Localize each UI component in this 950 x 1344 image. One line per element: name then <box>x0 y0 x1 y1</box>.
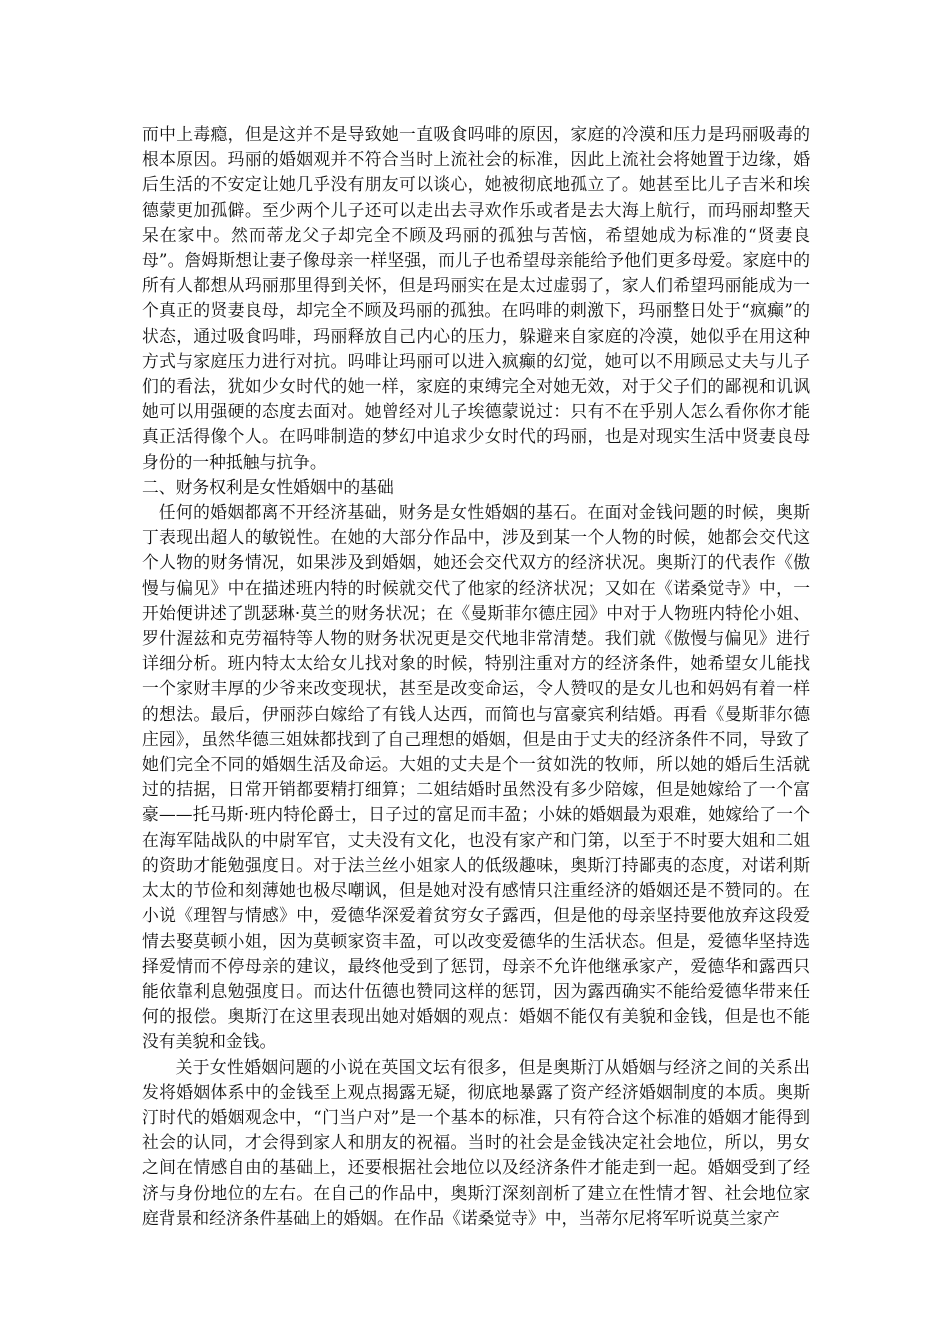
body-paragraph-3: 关于女性婚姻问题的小说在英国文坛有很多，但是奥斯汀从婚姻与经济之间的关系出发将婚姻体系中的金钱至上观点揭露无疑，彻底地暴露了资产经济婚姻制度的本质。奥斯汀时代的婚姻观念中，“门当户对”是一个基本的标准，只有符合这个标准的婚姻才能得到社会的认同，才会得到家人和朋友的祝福。当时的社会是金钱决定社会地位，所以，男女之间在情感自由的基础上，还要根据社会地位以及经济条件才能走到一起。婚姻受到了经济与身份地位的左右。在自己的作品中，奥斯汀深刻剖析了建立在性情才智、社会地位家庭背景和经济条件基础上的婚姻。在作品《诺桑觉寺》中，当蒂尔尼将军听说莫兰家产 <box>142 1056 810 1228</box>
body-paragraph-2: 任何的婚姻都离不开经济基础，财务是女性婚姻的基石。在面对金钱问题的时候，奥斯丁表现出超人的敏锐性。在她的大部分作品中，涉及到某一个人物的时候，她都会交代这个人物的财务情况，如果涉及到婚姻，她还会交代双方的经济状况。奥斯汀的代表作《傲慢与偏见》中在描述班内特的时候就交代了他家的经济状况；又如在《诺桑觉寺》中，一开始便讲述了凯瑟琳·莫兰的财务状况；在《曼斯菲尔德庄园》中对于人物班内特伦小姐、罗什渥兹和克劳福特等人物的财务状况更是交代地非常清楚。我们就《傲慢与偏见》进行详细分析。班内特太太给女儿找对象的时候，特别注重对方的经济条件，她希望女儿能找一个家财丰厚的少爷来改变现状，甚至是改变命运，令人赞叹的是女儿也和妈妈有着一样的想法。最后，伊丽莎白嫁给了有钱人达西，而简也与富豪宾利结婚。再看《曼斯菲尔德庄园》，虽然华德三姐妹都找到了自己理想的婚姻，但是由于丈夫的经济条件不同，导致了她们完全不同的婚姻生活及命运。大姐的丈夫是个一贫如洗的牧师，所以她的婚后生活就过的拮据，日常开销都要精打细算；二姐结婚时虽然没有多少陪嫁，但是她嫁给了一个富豪——托马斯·班内特伦爵士，日子过的富足而丰盈；小妹的婚姻最为艰难，她嫁给了一个在海军陆战队的中尉军官，丈夫没有文化，也没有家产和门第，以至于不时要大姐和二姐的资助才能勉强度日。对于法兰丝小姐家人的低级趣味，奥斯汀持鄙夷的态度，对诺利斯太太的节俭和刻薄她也极尽嘲讽，但是她对没有感情只注重经济的婚姻还是不赞同的。在小说《理智与情感》中，爱德华深爱着贫穷女子露西，但是他的母亲坚持要他放弃这段爱情去娶莫顿小姐，因为莫顿家资丰盈，可以改变爱德华的生活状态。但是，爱德华坚持选择爱情而不停母亲的建议，最终他受到了惩罚，母亲不允许他继承家产，爱德华和露西只能依靠利息勉强度日。而达什伍德也赞同这样的惩罚，因为露西确实不能给爱德华带来任何的报偿。奥斯汀在这里表现出她对婚姻的观点：婚姻不能仅有美貌和金钱，但是也不能没有美貌和金钱。 <box>142 502 810 1052</box>
document-body <box>142 122 810 1231</box>
body-paragraph-1: 而中上毒瘾，但是这并不是导致她一直吸食吗啡的原因，家庭的冷漠和压力是玛丽吸毒的根本原因。玛丽的婚姻观并不符合当时上流社会的标准，因此上流社会将她置于边缘，婚后生活的不安定让她几乎没有朋友可以谈心，她被彻底地孤立了。她甚至比儿子吉米和埃德蒙更加孤僻。至少两个儿子还可以走出去寻欢作乐或者是去大海上航行，而玛丽却整天呆在家中。然而蒂龙父子却完全不顾及玛丽的孤独与苦恼，希望她成为标准的“贤妻良母”。詹姆斯想让妻子像母亲一样坚强，而儿子也希望母亲能给予他们更多母爱。家庭中的所有人都想从玛丽那里得到关怀，但是玛丽实在是太过虚弱了，家人们希望玛丽能成为一个真正的贤妻良母，却完全不顾及玛丽的孤独。在吗啡的刺激下，玛丽整日处于“疯癫”的状态，通过吸食吗啡，玛丽释放自己内心的压力，躲避来自家庭的冷漠，她似乎在用这种方式与家庭压力进行对抗。吗啡让玛丽可以进入疯癫的幻觉，她可以不用顾忌丈夫与儿子们的看法，犹如少女时代的她一样，家庭的束缚完全对她无效，对于父子们的鄙视和讥讽她可以用强硬的态度去面对。她曾经对儿子埃德蒙说过：只有不在乎别人怎么看你你才能真正活得像个人。在吗啡制造的梦幻中追求少女时代的玛丽，也是对现实生活中贤妻良母身份的一种抵触与抗争。 <box>142 124 810 472</box>
section-heading: 二、财务权利是女性婚姻中的基础 <box>142 476 394 497</box>
